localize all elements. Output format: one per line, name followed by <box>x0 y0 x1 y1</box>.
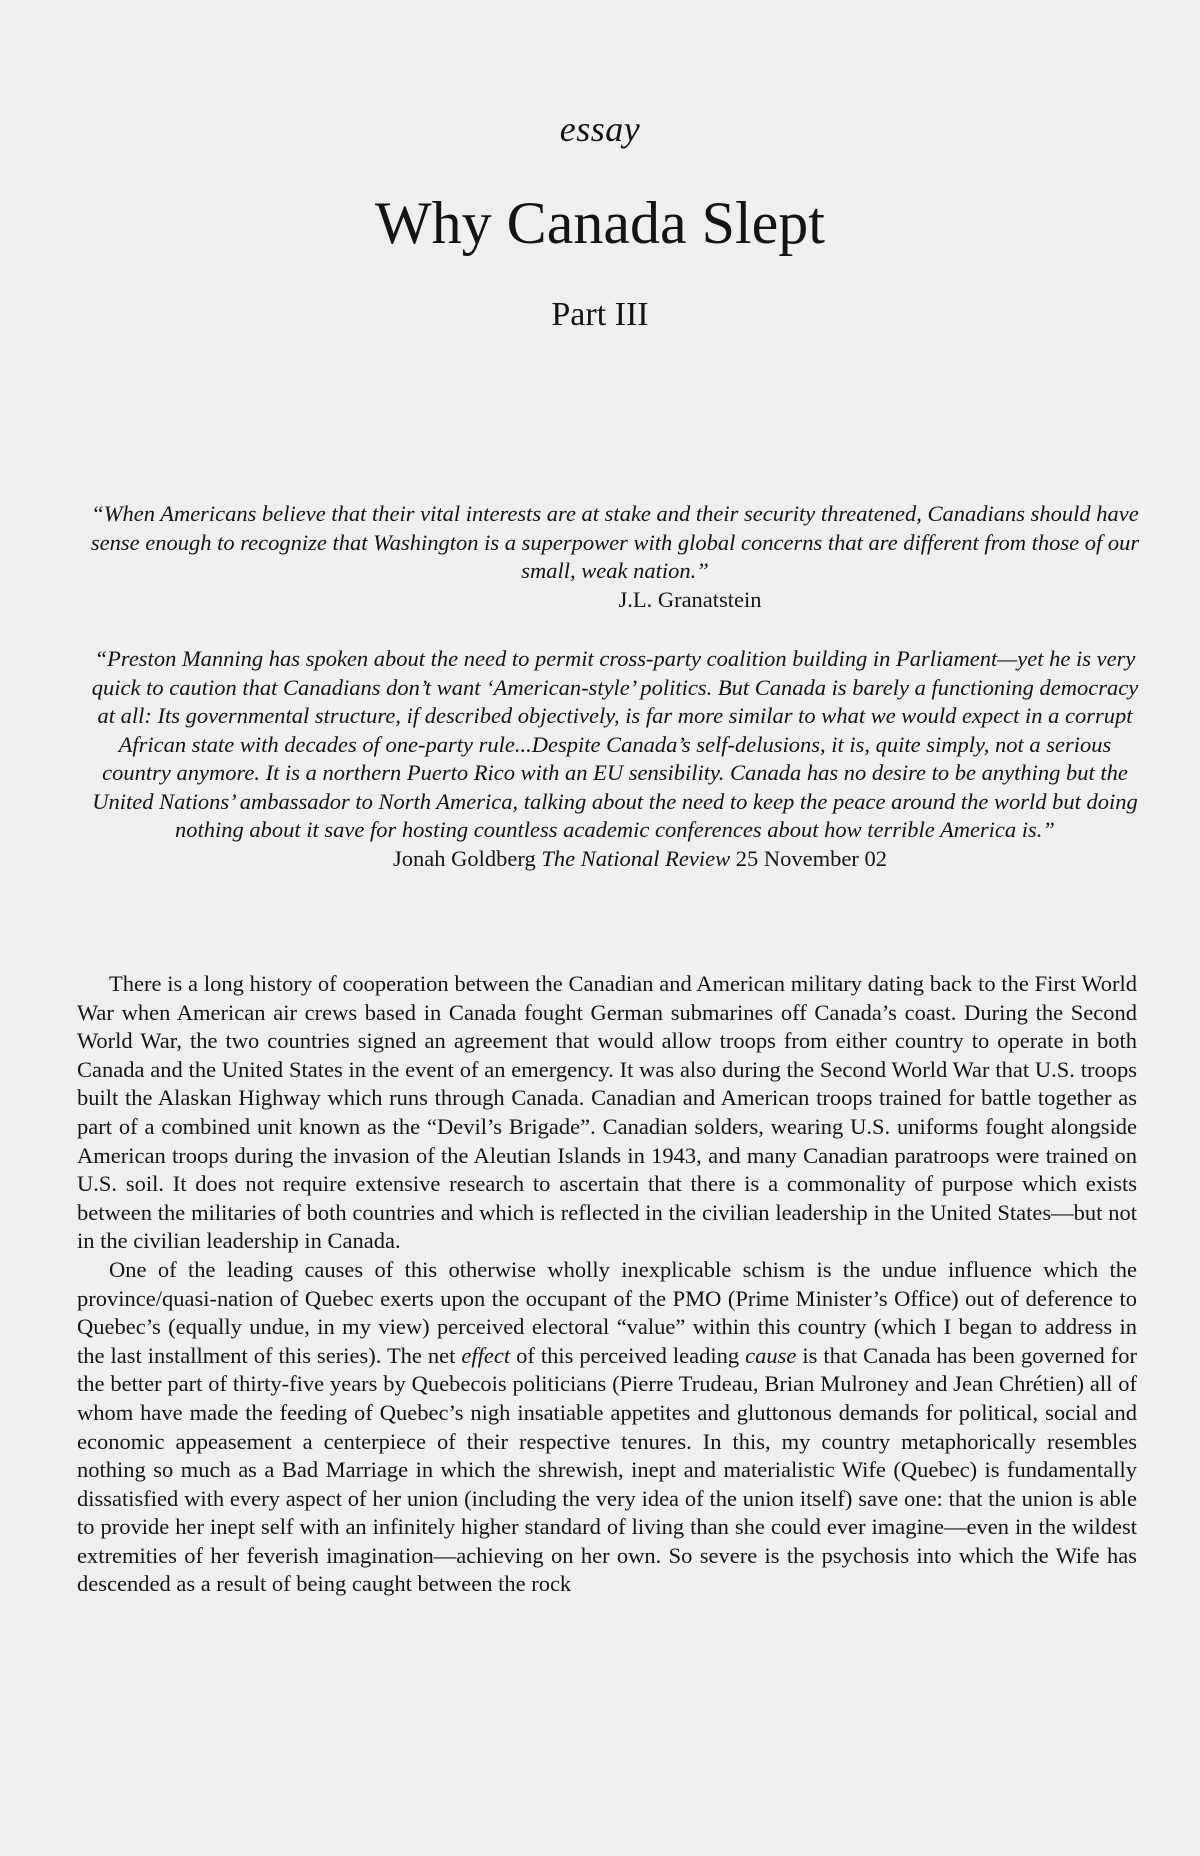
quote-text: “When Americans believe that their vital interests are at stake and their security threatened, Canadians should have sense enough to recognize that Washington is a superpower with global concerns that are different from those of our small, weak nation.” <box>90 501 1140 583</box>
part-subtitle: Part III <box>551 296 649 333</box>
epigraph-quote-goldberg <box>90 645 1140 873</box>
emphasis-word: cause <box>745 1342 797 1368</box>
quote-publication: The National Review <box>541 845 731 871</box>
paragraph-text: One of the leading causes of this otherwise wholly inexplicable schism is the undue influence which the province/quasi-nation of Quebec exerts upon the occupant of the PMO (Prime Minister’s Office) out of deference to Quebec’s (equally undue, in my view) perceived electoral “value” within this country (which I began to address in the last installment of this series). The net <box>77 1256 1137 1368</box>
paragraph-text: of this perceived leading <box>510 1342 746 1368</box>
quote-author: Jonah Goldberg <box>393 845 536 871</box>
quote-text: “Preston Manning has spoken about the need to permit cross-party coalition building in Parliament—yet he is very quick to caution that Canadians don’t want ‘American-style’ politics. But Canada is barely a functioning democracy at all: Its governmental structure, if described objectively, is far more similar to what we would expect in a corrupt African state with decades of one-party rule...Despite Canada’s self-delusions, it is, quite simply, not a serious country anymore. It is a northern Puerto Rico with an EU sensibility. Canada has no desire to be anything but the United Nations’ ambassador to North America, talking about the need to keep the peace around the world but doing nothing about it save for hosting countless academic conferences about how terrible America is.” <box>91 646 1139 842</box>
quote-author: J.L. Granatstein <box>618 586 762 612</box>
emphasis-word: effect <box>461 1342 511 1368</box>
quote-date: 25 November 02 <box>735 845 887 871</box>
body-paragraph-1: There is a long history of cooperation between the Canadian and American military dating back to the First World War when American air crews based in Canada fought German submarines off Canada’s coast. During the Second World War, the two countries signed an agreement that would allow troops from either country to operate in both Canada and the United States in the event of an emergency. It was also during the Second World War that U.S. troops built the Alaskan Highway which runs through Canada. Canadian and American troops trained for battle together as part of a combined unit known as the “Devil’s Brigade”. Canadian solders, wearing U.S. uniforms fought alongside American troops during the invasion of the Aleutian Islands in 1943, and many Canadian paratroops were trained on U.S. soil. It does not require extensive research to ascertain that there is a commonality of purpose which exists between the militaries of both countries and which is reflected in the civilian leadership in the United States—but not in the civilian leadership in Canada. <box>77 971 1137 1254</box>
section-label: essay <box>559 109 641 149</box>
page-title: Why Canada Slept <box>375 190 825 256</box>
epigraph-quote-granatstein <box>90 500 1140 614</box>
paragraph-text: is that Canada has been governed for the better part of thirty-five years by Quebecois politicians (Pierre Trudeau, Brian Mulroney and Jean Chrétien) all of whom have made the feeding of Quebec’s nigh insatiable appetites and gluttonous demands for political, social and economic appeasement a centerpiece of their respective tenures. In this, my country metaphorically resembles nothing so much as a Bad Marriage in which the shrewish, inept and materialistic Wife (Quebec) is fundamentally dissatisfied with every aspect of her union (including the very idea of the union itself) save one: that the union is able to provide her inept self with an infinitely higher standard of living than she could ever imagine—even in the wildest extremities of her feverish imagination—achieving on her own. So severe is the psychosis into which the Wife has descended as a result of being caught between the rock <box>77 1342 1137 1597</box>
essay-body <box>77 970 1137 1599</box>
quote-attribution <box>90 845 1140 874</box>
body-paragraph-2 <box>77 1256 1137 1599</box>
